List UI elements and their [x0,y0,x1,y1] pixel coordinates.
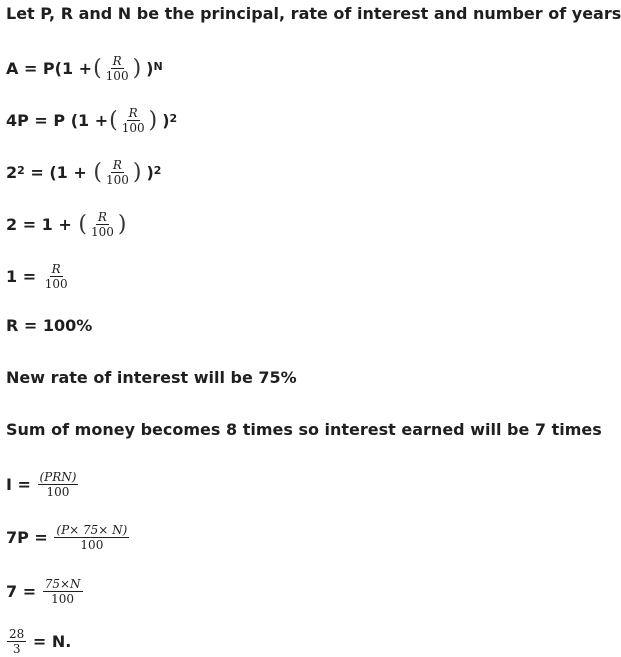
new-rate-text: New rate of interest will be 75% [6,368,297,387]
seven-p-equation [6,524,130,551]
formula-prefix: 4P = P (1 + [6,110,109,130]
fraction-denominator: 100 [80,538,104,552]
fraction-r-over-100 [43,263,70,290]
fraction-denominator: 100 [44,277,68,291]
fraction-numerator: R [51,262,61,276]
formula-suffix: ) [162,110,170,130]
sum-of-money-text: Sum of money becomes 8 times so interest earned will be 7 times [6,420,602,439]
close-paren: ) [117,211,127,237]
fraction-numerator: (P× 75× N) [56,523,128,537]
fraction-denominator: 100 [51,592,75,606]
formula-suffix: ) [146,58,154,78]
two-squared-equation [6,159,161,186]
open-paren: ( [93,159,102,185]
intro-text: Let P, R and N be the principal, rate of interest and number of years [6,4,621,23]
close-paren: ) [132,159,142,185]
formula-prefix: I = [6,474,37,494]
formula-prefix: 1 = [6,266,42,286]
final-answer-text: = N. [27,631,72,651]
one-equals-equation [6,263,71,290]
fraction-denominator: 100 [105,173,129,187]
fraction-p75n-over-100 [54,524,129,551]
final-answer-line [6,628,71,655]
formula-prefix: 2 = 1 + [6,214,78,234]
fraction-r-over-100 [89,211,116,238]
rate-result-line [6,316,92,336]
base-value: 2 [6,162,18,182]
fraction-numerator: R [97,210,107,224]
fraction-numerator: 75×N [44,577,81,591]
fraction-numerator: 28 [9,627,25,641]
intro-line [6,4,621,24]
open-paren: ( [78,211,87,237]
formula-prefix: 7P = [6,527,54,547]
fraction-r-over-100 [104,159,131,186]
new-rate-line [6,368,297,388]
fraction-numerator: R [128,106,138,120]
simple-interest-formula [6,471,79,498]
sum-of-money-line [6,420,602,440]
fraction-r-over-100 [120,107,147,134]
base-exponent: 2 [17,164,25,177]
exponent: N [153,60,163,73]
fraction-numerator: (PRN) [39,470,77,484]
compound-amount-formula [6,55,163,82]
four-p-equation [6,107,177,134]
fraction-r-over-100 [104,55,131,82]
rate-result: R = 100% [6,316,93,335]
fraction-denominator: 100 [121,121,145,135]
exponent: 2 [169,112,178,125]
fraction-denominator: 100 [46,485,70,499]
close-paren: ) [148,107,158,133]
open-paren: ( [109,107,118,133]
fraction-numerator: R [112,158,122,172]
fraction-denominator: 3 [12,642,21,656]
fraction-28-over-3 [7,628,26,655]
formula-prefix: 7 = [6,581,42,601]
close-paren: ) [132,55,142,81]
fraction-75n-over-100 [43,578,83,605]
formula-middle: = (1 + [24,162,93,182]
two-equals-equation [6,211,127,238]
fraction-denominator: 100 [90,225,114,239]
formula-suffix: ) [146,162,154,182]
fraction-prn-over-100 [38,471,79,498]
seven-equation [6,578,84,605]
exponent: 2 [153,164,162,177]
formula-prefix: A = P(1 + [6,58,93,78]
fraction-denominator: 100 [105,69,129,83]
open-paren: ( [93,55,102,81]
fraction-numerator: R [112,54,122,68]
